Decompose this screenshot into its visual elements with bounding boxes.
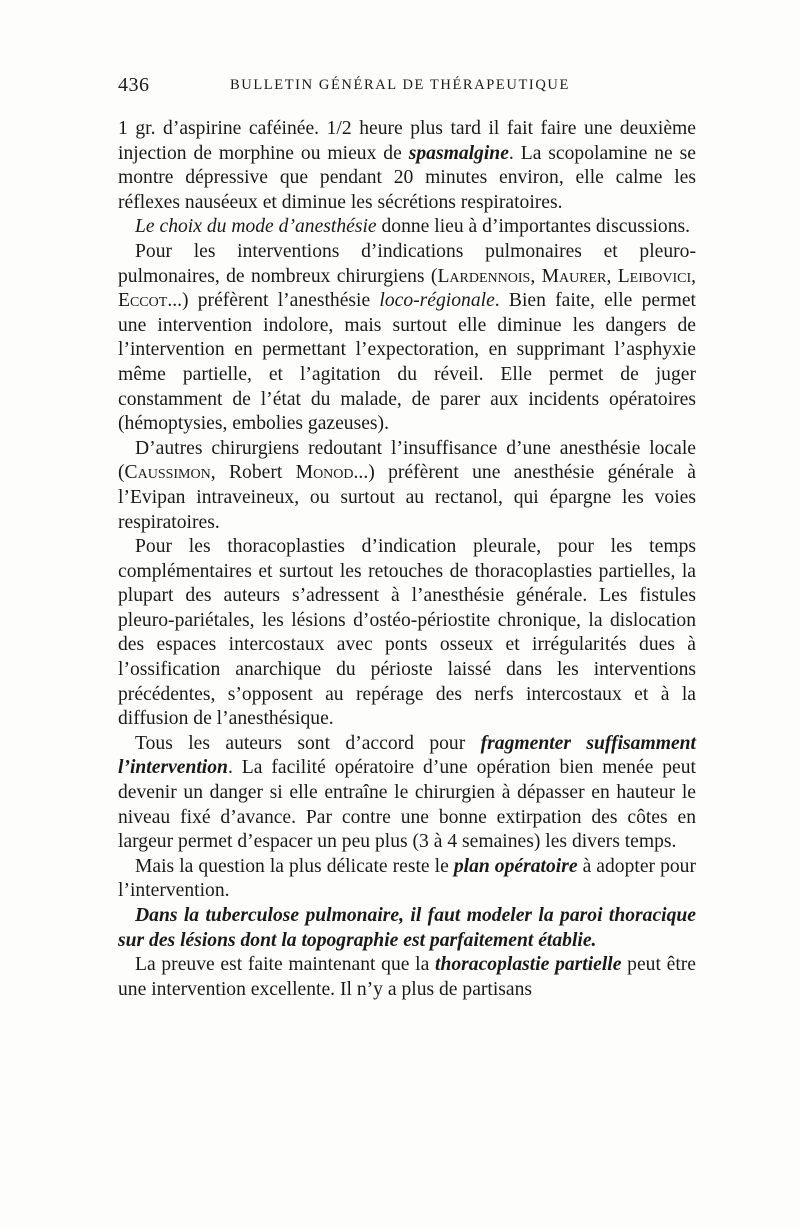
- paragraph-5: [118, 535, 696, 732]
- running-title: BULLETIN GÉNÉRAL DE THÉRAPEUTIQUE: [230, 77, 570, 93]
- paragraph-8-emphasis: Dans la tuberculose pulmonaire, il faut modeler la paroi thoracique sur des lésions dont la topographie est parfaitement établie.: [118, 905, 696, 951]
- paragraph-6-emphasis: fragmenter suffisamment l’intervention: [118, 732, 696, 779]
- paragraph-1-emphasis: spasmalgine: [408, 142, 509, 164]
- paragraph-2-emphasis: Le choix du mode d’anesthésie: [135, 216, 377, 238]
- paragraph-9-text-a: La preuve est faite maintenant que la: [135, 954, 436, 976]
- paragraph-3-text-a: Pour les interventions d’indications pulmonaires et pleuro-pulmonaires, de nombreux chirurgiens (: [118, 240, 696, 287]
- paragraph-2-text-b: donne lieu à d’importantes discussions.: [376, 216, 691, 238]
- paragraph-3-sep: ,: [691, 265, 697, 287]
- paragraph-4-text-a: D’autres chirurgiens redoutant l’insuffisance d’une anesthésie locale (: [118, 437, 696, 484]
- paragraph-3-sep: ,: [606, 265, 618, 287]
- paragraph-9: [118, 953, 696, 1002]
- author-name: Caussimon: [124, 462, 211, 484]
- paragraph-3-text-k: . Bien faite, elle permet une intervention indolore, mais surtout elle diminue les dangers de l’intervention en permettant l’expectoration, en supprimant l’asphyxie même partielle, et l’agitation du réveil. Elle permet de juger constamment de l’état du malade, de parer aux incidents opératoires (hémoptysies, embolies gazeuses).: [118, 290, 696, 435]
- paragraph-7-text-a: Mais la question la plus délicate reste le: [135, 855, 454, 877]
- author-name: Leibovici: [617, 265, 692, 287]
- paragraph-7-text-c: à adopter pour l’intervention.: [118, 855, 696, 902]
- paragraph-9-text-c: peut être une intervention excellente. Il n’y a plus de partisans: [118, 954, 696, 1000]
- paragraph-6: [118, 732, 696, 855]
- paragraph-4: [118, 437, 696, 535]
- paragraph-3-sep: ,: [530, 265, 542, 287]
- page-number: 436: [118, 74, 150, 96]
- paragraph-6-text-a: Tous les auteurs sont d’accord pour: [135, 732, 481, 754]
- paragraph-3: [118, 240, 696, 437]
- paragraph-1-text-c: . La scopolamine ne se montre dépressive que pendant 20 minutes environ, elle calme les réflexes nauséeux et diminue les sécrétions respiratoires.: [118, 142, 696, 213]
- paragraph-7: [118, 855, 696, 904]
- paragraph-1: [118, 117, 696, 215]
- paragraph-7-emphasis: plan opératoire: [453, 855, 578, 877]
- author-name: Lardennois: [437, 265, 531, 287]
- author-name: Eccot: [118, 290, 168, 312]
- paragraph-2: [118, 215, 696, 240]
- paragraph-8: [118, 904, 696, 953]
- page-header: [118, 74, 696, 104]
- paragraph-1-text-a: 1 gr. d’aspirine caféinée. 1/2 heure plus tard il fait faire une deuxième injection de morphine ou mieux de: [118, 118, 696, 164]
- author-name: Maurer: [541, 265, 607, 287]
- author-name: Monod: [295, 462, 354, 484]
- paragraph-5-text: Pour les thoracoplasties d’indication pleurale, pour les temps complémentaires et surtout les retouches de thoracoplasties partielles, la plupart des auteurs s’adressent à l’anesthésie générale. Les fistules pleuro-pariétales, les lésions d’ostéo-périostite chronique, la dislocation des espaces intercostaux avec ponts osseux et irrégularités dues à l’ossification anarchique du périoste laissé dans les interventions précédentes, s’opposent au repérage des nerfs intercostaux et à la diffusion de l’anesthésique.: [118, 536, 696, 730]
- body-text: [118, 117, 696, 1002]
- paragraph-4-text-e: ...) préfèrent une anesthésie générale à l’Evipan intraveineux, ou surtout au rectanol, qui épargne les voies respiratoires.: [118, 462, 696, 533]
- paragraph-3-emphasis: loco-régionale: [379, 290, 495, 312]
- paragraph-9-emphasis: thoracoplastie partielle: [435, 954, 622, 976]
- paragraph-4-text-c: , Robert: [210, 462, 296, 484]
- paragraph-3-text-i: ...) préfèrent l’anesthésie: [167, 290, 380, 312]
- paragraph-6-text-c: . La facilité opératoire d’une opération bien menée peut devenir un danger si elle entraîne le chirurgien à dépasser en hauteur le niveau fixé d’avance. Par contre une bonne extirpation des côtes en largeur permet d’espacer un peu plus (3 à 4 semaines) les divers temps.: [118, 757, 696, 853]
